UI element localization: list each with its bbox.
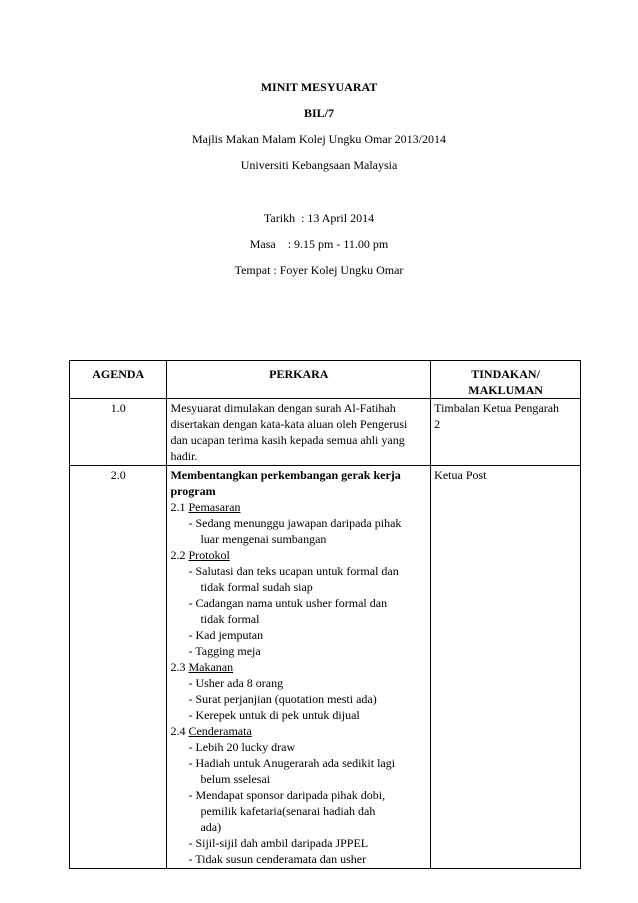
- subsection-heading: [170, 659, 427, 675]
- bullet-line: belum sselesai: [200, 772, 271, 786]
- subsection-number: 2.4: [170, 724, 189, 738]
- table-header-row: [70, 361, 581, 399]
- perkara-line: hadir.: [170, 449, 198, 463]
- bullet-item: [170, 643, 427, 659]
- bullet-line: - Sedang menunggu jawapan daripada pihak: [188, 516, 402, 530]
- header-tindakan: [431, 361, 581, 399]
- bullet-line: - Kad jemputan: [188, 628, 264, 642]
- section-title: Membentangkan perkembangan gerak kerja: [170, 468, 401, 482]
- subsection-name: Makanan: [188, 660, 234, 674]
- bullet-item: [170, 739, 427, 755]
- tindakan-cell: [431, 399, 581, 466]
- perkara-cell: [167, 466, 431, 869]
- agenda-cell: 1.0: [70, 399, 167, 466]
- section-title: program: [170, 484, 216, 498]
- bullet-line: luar mengenai sumbangan: [200, 532, 327, 546]
- meeting-date: Tarikh : 13 April 2014: [263, 211, 375, 225]
- perkara-cell: [167, 399, 431, 466]
- perkara-line: disertakan dengan kata-kata aluan oleh Pengerusi: [170, 417, 408, 431]
- bullet-item: [170, 563, 427, 595]
- bullet-item: [170, 787, 427, 835]
- perkara-line: dan ucapan terima kasih kepada semua ahli yang: [170, 433, 405, 447]
- agenda-cell: 2.0: [70, 466, 167, 869]
- bullet-item: [170, 755, 427, 787]
- bullet-line: - Usher ada 8 orang: [188, 676, 284, 690]
- subsection-name: Pemasaran: [188, 500, 241, 514]
- subsection-name: Cenderamata: [188, 724, 252, 738]
- header-perkara: PERKARA: [167, 361, 431, 399]
- tindakan-line: Timbalan Ketua Pengarah: [434, 401, 560, 415]
- tindakan-line: 2: [434, 417, 441, 431]
- subsection-number: 2.1: [170, 500, 189, 514]
- subsection-number: 2.2: [170, 548, 189, 562]
- event-name: Majlis Makan Malam Kolej Ungku Omar 2013/2014: [192, 132, 446, 146]
- bullet-item: [170, 691, 427, 707]
- bullet-item: [170, 851, 427, 867]
- bullet-item: [170, 595, 427, 627]
- bullet-line: - Sijil-sijil dah ambil daripada JPPEL: [188, 836, 369, 850]
- meeting-number: BIL/7: [303, 106, 334, 120]
- bullet-line: - Cadangan nama untuk usher formal dan: [188, 596, 388, 610]
- header-tindakan-line2: MAKLUMAN: [468, 383, 543, 397]
- perkara-line: Mesyuarat dimulakan dengan surah Al-Fatihah: [170, 401, 396, 415]
- bullet-line: - Tidak susun cenderamata dan usher: [188, 852, 367, 866]
- bullet-line: - Lebih 20 lucky draw: [188, 740, 296, 754]
- bullet-line: - Mendapat sponsor daripada pihak dobi,: [188, 788, 386, 802]
- meeting-venue: Tempat : Foyer Kolej Ungku Omar: [234, 263, 404, 277]
- bullet-line: - Tagging meja: [188, 644, 261, 658]
- bullet-line: - Kerepek untuk di pek untuk dijual: [188, 708, 360, 722]
- document-title: MINIT MESYUARAT: [260, 80, 378, 94]
- bullet-line: - Hadiah untuk Anugerarah ada sedikit lagi: [188, 756, 396, 770]
- bullet-line: tidak formal: [200, 612, 260, 626]
- subsection-number: 2.3: [170, 660, 189, 674]
- header-tindakan-line1: TINDAKAN/: [471, 367, 540, 381]
- subsection-name: Protokol: [188, 548, 230, 562]
- bullet-item: [170, 515, 427, 547]
- bullet-line: - Surat perjanjian (quotation mesti ada): [188, 692, 377, 706]
- bullet-item: [170, 675, 427, 691]
- table-row: [70, 399, 581, 466]
- table-row: [70, 466, 581, 869]
- subsection-heading: [170, 723, 427, 739]
- bullet-item: [170, 707, 427, 723]
- bullet-item: [170, 835, 427, 851]
- subsections: [170, 499, 427, 867]
- meeting-time: Masa : 9.15 pm - 11.00 pm: [249, 237, 389, 251]
- university-name: Universiti Kebangsaan Malaysia: [240, 158, 398, 172]
- minutes-table: [69, 360, 581, 869]
- subsection-heading: [170, 499, 427, 515]
- bullet-line: ada): [200, 820, 222, 834]
- bullet-line: pemilik kafetaria(senarai hadiah dah: [200, 804, 376, 818]
- bullet-item: [170, 627, 427, 643]
- bullet-line: - Salutasi dan teks ucapan untuk formal dan: [188, 564, 399, 578]
- tindakan-cell: Ketua Post: [431, 466, 581, 869]
- bullet-line: tidak formal sudah siap: [200, 580, 313, 594]
- subsection-heading: [170, 547, 427, 563]
- header-agenda: AGENDA: [70, 361, 167, 399]
